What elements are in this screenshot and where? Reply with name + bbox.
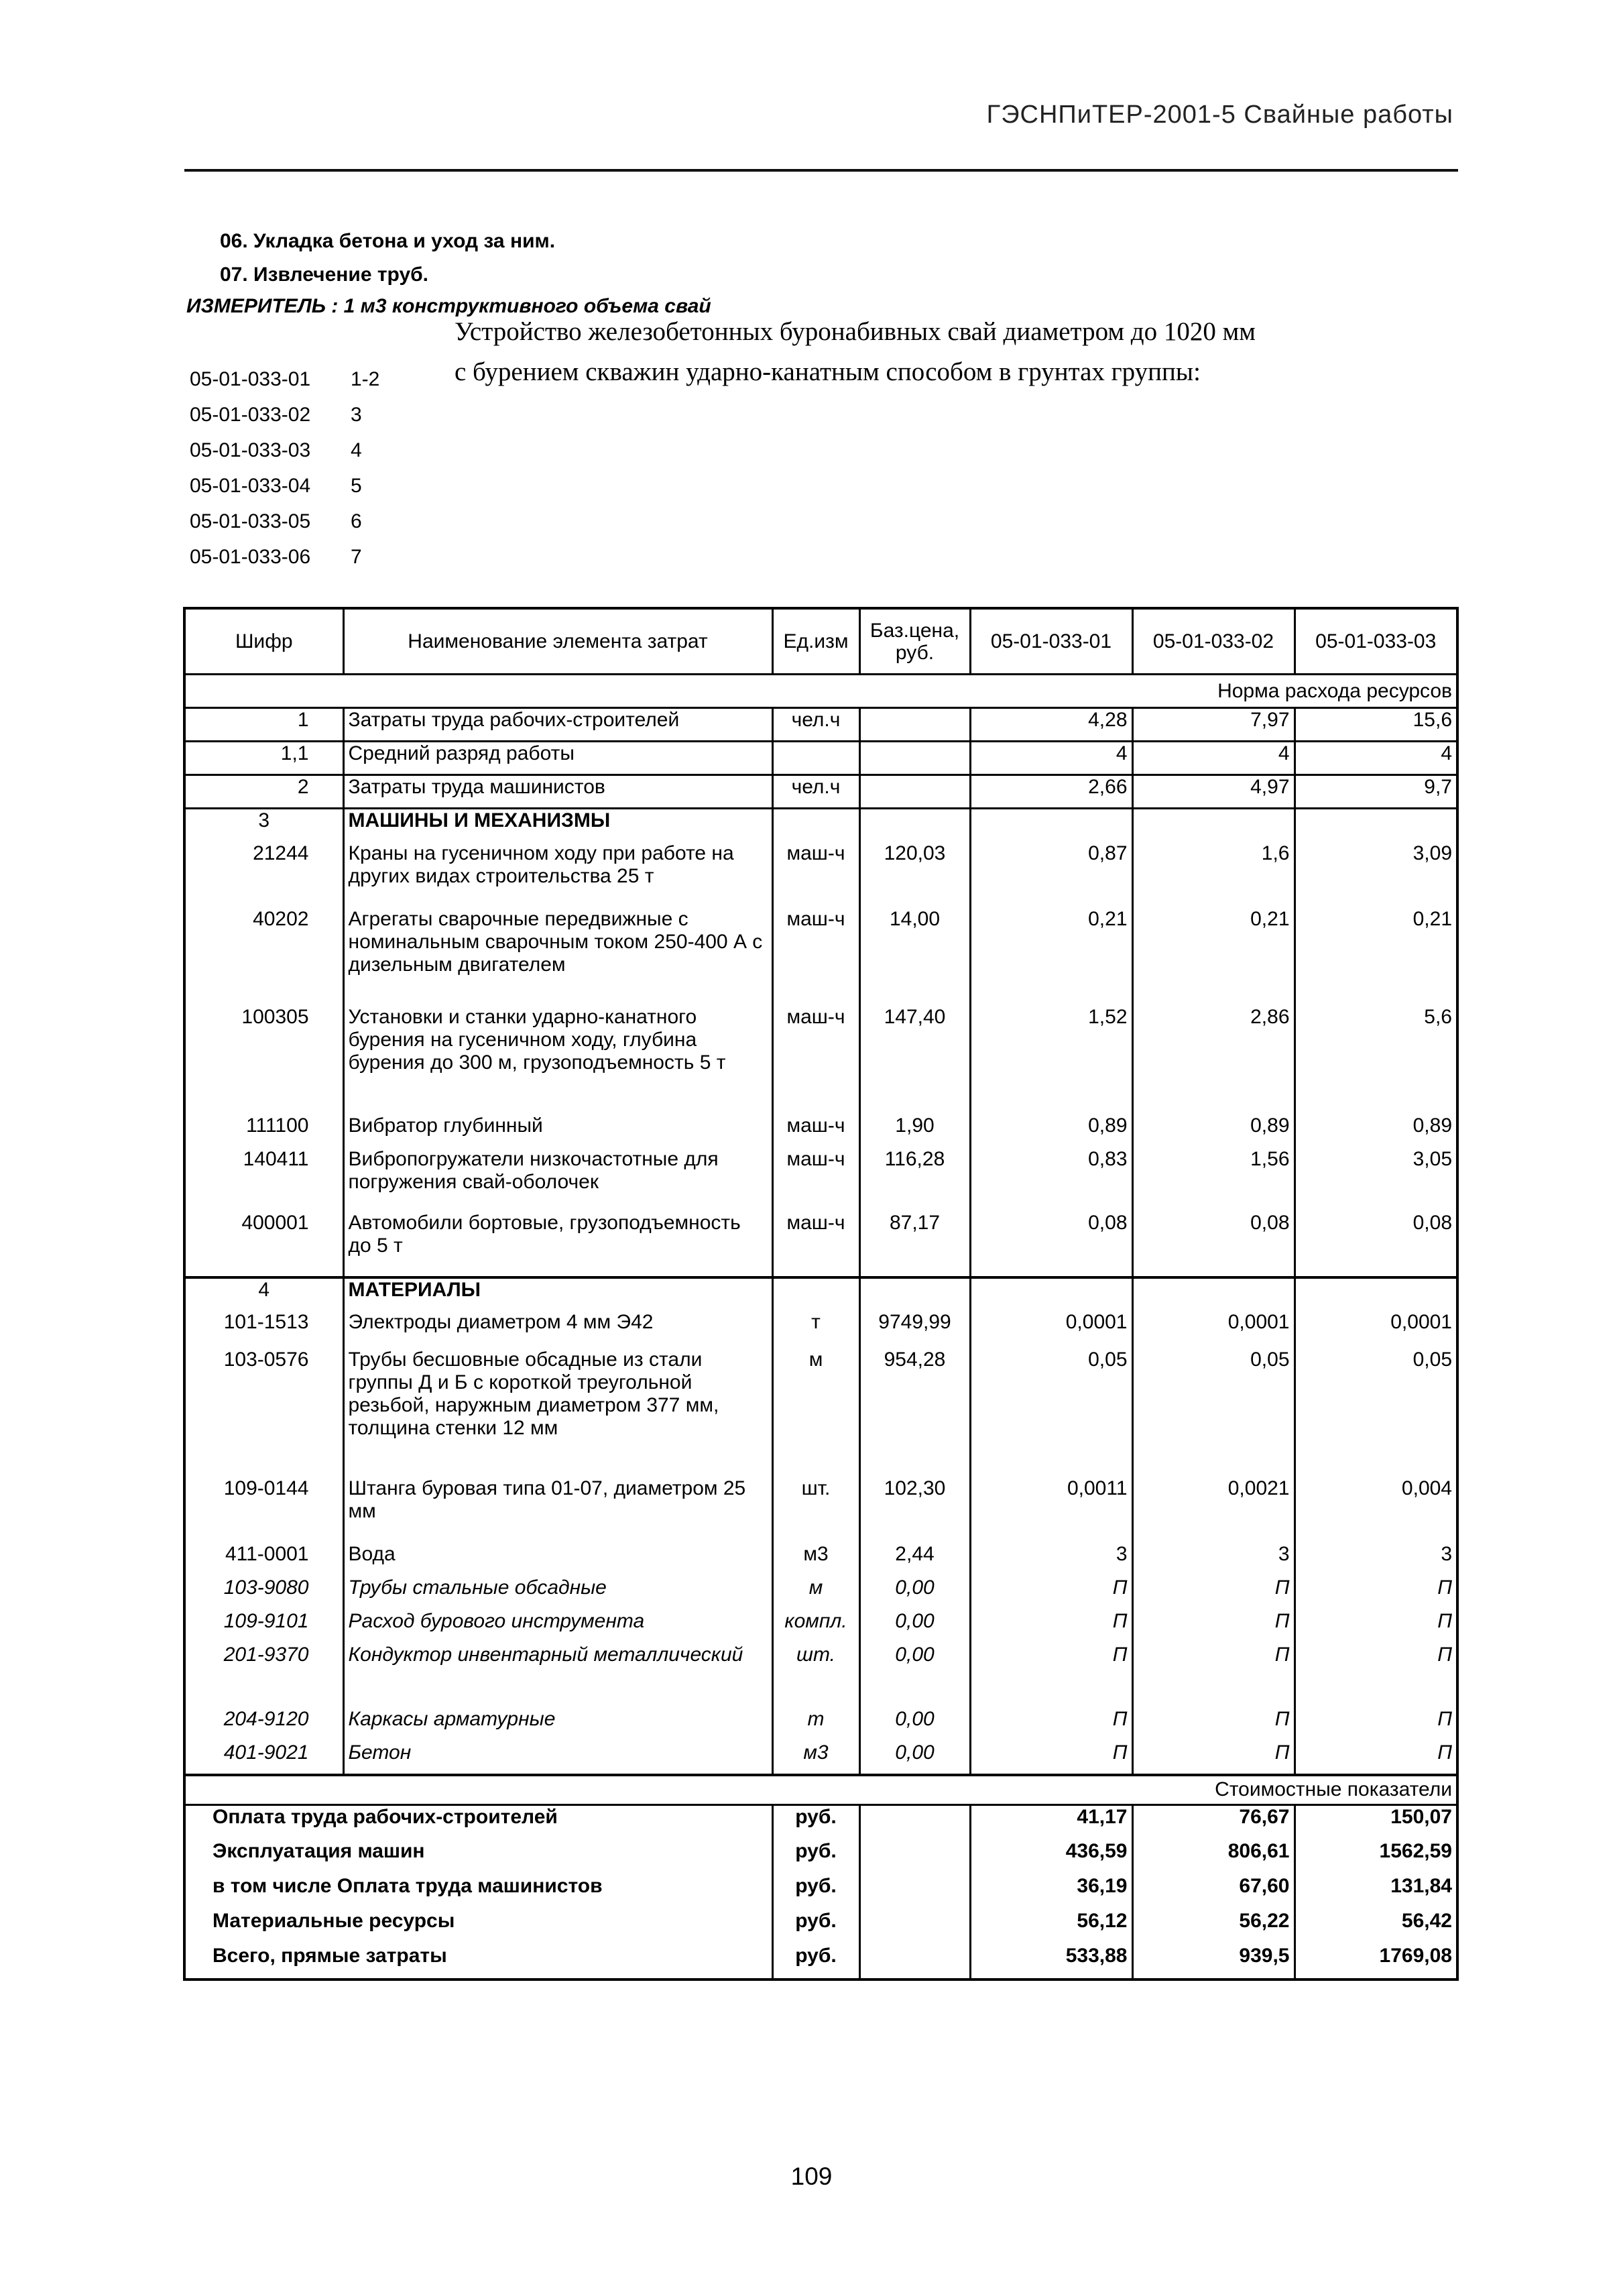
row-value-c3: П (1295, 1644, 1457, 1708)
row-code: 111100 (246, 1114, 309, 1137)
row-price (859, 775, 970, 809)
empty-cell (970, 1277, 1132, 1311)
row-code: 109-9101 (223, 1609, 309, 1632)
code-list-code: 05-01-033-01 (190, 368, 311, 390)
row-unit: маш-ч (772, 1148, 859, 1212)
row-value-c2: 3 (1132, 1543, 1295, 1576)
row-value-c3: 9,7 (1295, 775, 1457, 809)
row-name: Трубы стальные обсадные (343, 1576, 772, 1610)
cost-value-c3: 131,84 (1295, 1875, 1457, 1910)
row-code: 411-0001 (225, 1542, 309, 1565)
row-code: 101-1513 (223, 1310, 309, 1333)
row-value-c3: 0,89 (1295, 1114, 1457, 1148)
section-title: МАШИНЫ И МЕХАНИЗМЫ (343, 809, 772, 842)
row-name: Расход бурового инструмента (343, 1610, 772, 1644)
table-row (184, 1741, 1457, 1775)
row-name: Установки и станки ударно-канатного бурения на гусеничном ходу, глубина бурения до 300 м, грузоподъемность 5 т (343, 1006, 772, 1114)
row-unit: т (772, 1311, 859, 1348)
cost-row (184, 1945, 1457, 1979)
row-code: 400001 (241, 1211, 309, 1234)
row-name: Бетон (343, 1741, 772, 1775)
row-value-c2: 0,0001 (1132, 1311, 1295, 1348)
row-name: Вода (343, 1543, 772, 1576)
header-rule (184, 169, 1458, 172)
row-unit: маш-ч (772, 1212, 859, 1277)
row-code: 1,1 (184, 742, 343, 775)
document-header: ГЭСНПиТЕР-2001-5 Свайные работы (986, 101, 1453, 129)
row-value-c3: П (1295, 1741, 1457, 1775)
code-list-item (190, 475, 379, 511)
section-number: 4 (184, 1277, 343, 1311)
norm-label-row (184, 675, 1457, 708)
norm-label: Норма расхода ресурсов (184, 675, 1457, 708)
row-value-c3: 15,6 (1295, 708, 1457, 742)
row-unit: м3 (772, 1543, 859, 1576)
cost-label-row (184, 1775, 1457, 1805)
row-price: 9749,99 (859, 1311, 970, 1348)
row-value-c3: 5,6 (1295, 1006, 1457, 1114)
row-value-c1: П (970, 1741, 1132, 1775)
row-value-c2: П (1132, 1644, 1295, 1708)
row-value-c2: 0,89 (1132, 1114, 1295, 1148)
table-row (184, 1148, 1457, 1212)
table-row (184, 908, 1457, 1006)
row-value-c2: 7,97 (1132, 708, 1295, 742)
row-price: 120,03 (859, 842, 970, 908)
row-unit: маш-ч (772, 1006, 859, 1114)
code-list-item (190, 440, 379, 475)
row-value-c3: П (1295, 1576, 1457, 1610)
row-value-c3: 0,004 (1295, 1477, 1457, 1543)
row-value-c1: 0,0001 (970, 1311, 1132, 1348)
col-header-c2: 05-01-033-02 (1132, 608, 1295, 675)
cost-value-c1: 41,17 (970, 1805, 1132, 1840)
col-header-c3: 05-01-033-03 (1295, 608, 1457, 675)
meter-line: ИЗМЕРИТЕЛЬ : 1 м3 конструктивного объема свай (186, 295, 711, 317)
empty-cell (859, 1910, 970, 1945)
cost-value-c3: 56,42 (1295, 1910, 1457, 1945)
row-code: 40202 (253, 907, 309, 930)
table-row (184, 842, 1457, 908)
table-row (184, 775, 1457, 809)
cost-row-label: Материальные ресурсы (213, 1909, 455, 1932)
empty-cell (859, 1840, 970, 1875)
section-title: МАТЕРИАЛЫ (343, 1277, 772, 1311)
row-price: 102,30 (859, 1477, 970, 1543)
cost-row-label: Эксплуатация машин (213, 1839, 425, 1862)
row-value-c3: 3,09 (1295, 842, 1457, 908)
table-row (184, 1644, 1457, 1708)
row-code: 204-9120 (223, 1707, 309, 1730)
cost-row (184, 1840, 1457, 1875)
empty-cell (859, 1805, 970, 1840)
cost-row-unit: руб. (772, 1840, 859, 1875)
row-value-c2: 1,6 (1132, 842, 1295, 908)
code-list-code: 05-01-033-06 (190, 546, 311, 568)
row-value-c1: 0,05 (970, 1348, 1132, 1477)
empty-cell (1295, 809, 1457, 842)
col-header-price: Баз.цена, руб. (859, 608, 970, 675)
row-price: 0,00 (859, 1644, 970, 1708)
code-list (190, 369, 379, 582)
row-value-c1: 1,52 (970, 1006, 1132, 1114)
row-price: 147,40 (859, 1006, 970, 1114)
row-unit: маш-ч (772, 908, 859, 1006)
table-row (184, 1708, 1457, 1741)
table-row (184, 1114, 1457, 1148)
row-value-c2: П (1132, 1576, 1295, 1610)
cost-value-c3: 150,07 (1295, 1805, 1457, 1840)
row-unit: маш-ч (772, 1114, 859, 1148)
row-name: Вибропогружатели низкочастотные для погружения свай-оболочек (343, 1148, 772, 1212)
section-header-row (184, 1277, 1457, 1311)
cost-value-c1: 36,19 (970, 1875, 1132, 1910)
step-07: 07. Извлечение труб. (220, 264, 429, 286)
cost-row-unit: руб. (772, 1910, 859, 1945)
row-value-c1: П (970, 1644, 1132, 1708)
row-value-c2: 4,97 (1132, 775, 1295, 809)
row-value-c3: 4 (1295, 742, 1457, 775)
row-code: 100305 (241, 1005, 309, 1028)
row-unit: м3 (772, 1741, 859, 1775)
row-code: 401-9021 (223, 1741, 309, 1764)
row-value-c1: П (970, 1708, 1132, 1741)
row-value-c3: 0,0001 (1295, 1311, 1457, 1348)
empty-cell (859, 1945, 970, 1979)
row-code: 103-0576 (223, 1348, 309, 1371)
empty-cell (859, 1875, 970, 1910)
row-code: 103-9080 (223, 1576, 309, 1599)
code-list-group: 3 (351, 404, 362, 426)
cost-value-c2: 806,61 (1132, 1840, 1295, 1875)
table-row (184, 708, 1457, 742)
row-value-c2: П (1132, 1741, 1295, 1775)
col-header-c1: 05-01-033-01 (970, 608, 1132, 675)
code-list-group: 5 (351, 475, 362, 497)
row-name: Каркасы арматурные (343, 1708, 772, 1741)
row-unit: м (772, 1576, 859, 1610)
cost-value-c1: 533,88 (970, 1945, 1132, 1979)
row-code: 1 (184, 708, 343, 742)
code-list-group: 4 (351, 439, 362, 461)
cost-value-c1: 436,59 (970, 1840, 1132, 1875)
row-value-c2: 0,21 (1132, 908, 1295, 1006)
page-number: 109 (790, 2163, 833, 2190)
row-price: 1,90 (859, 1114, 970, 1148)
col-header-code: Шифр (184, 608, 343, 675)
cost-row-label: в том числе Оплата труда машинистов (213, 1874, 603, 1897)
cost-value-c2: 76,67 (1132, 1805, 1295, 1840)
cost-row-label: Всего, прямые затраты (213, 1944, 447, 1967)
row-value-c1: 4 (970, 742, 1132, 775)
row-value-c2: П (1132, 1610, 1295, 1644)
cost-value-c2: 939,5 (1132, 1945, 1295, 1979)
row-code: 109-0144 (223, 1477, 309, 1499)
cost-row-unit: руб. (772, 1945, 859, 1979)
row-value-c1: П (970, 1576, 1132, 1610)
row-price: 87,17 (859, 1212, 970, 1277)
table-row (184, 1576, 1457, 1610)
code-list-item (190, 511, 379, 547)
row-code: 140411 (243, 1147, 309, 1170)
code-list-group: 1-2 (351, 368, 380, 390)
code-list-item (190, 547, 379, 582)
row-value-c1: 0,08 (970, 1212, 1132, 1277)
code-list-group: 7 (351, 546, 362, 568)
row-value-c3: 0,05 (1295, 1348, 1457, 1477)
row-price: 14,00 (859, 908, 970, 1006)
row-unit: чел.ч (772, 708, 859, 742)
table-row (184, 1212, 1457, 1277)
empty-cell (859, 1277, 970, 1311)
section-header-row (184, 809, 1457, 842)
row-price: 0,00 (859, 1576, 970, 1610)
row-value-c3: П (1295, 1610, 1457, 1644)
table-row (184, 1477, 1457, 1543)
row-price (859, 708, 970, 742)
row-unit: т (772, 1708, 859, 1741)
row-unit: шт. (772, 1477, 859, 1543)
row-price: 954,28 (859, 1348, 970, 1477)
code-list-group: 6 (351, 510, 362, 532)
row-name: Электроды диаметром 4 мм Э42 (343, 1311, 772, 1348)
cost-value-c3: 1562,59 (1295, 1840, 1457, 1875)
row-value-c1: 0,0011 (970, 1477, 1132, 1543)
row-value-c2: 0,08 (1132, 1212, 1295, 1277)
row-name: Затраты труда машинистов (343, 775, 772, 809)
row-name: Средний разряд работы (343, 742, 772, 775)
row-value-c1: 3 (970, 1543, 1132, 1576)
row-price: 0,00 (859, 1708, 970, 1741)
row-code: 21244 (253, 842, 309, 864)
description (455, 312, 1500, 392)
row-value-c1: 2,66 (970, 775, 1132, 809)
row-value-c3: П (1295, 1708, 1457, 1741)
row-value-c1: П (970, 1610, 1132, 1644)
row-value-c3: 0,21 (1295, 908, 1457, 1006)
cost-value-c2: 67,60 (1132, 1875, 1295, 1910)
table-row (184, 1311, 1457, 1348)
cost-label: Стоимостные показатели (184, 1775, 1457, 1805)
table-row (184, 1006, 1457, 1114)
code-list-code: 05-01-033-05 (190, 510, 311, 532)
table-row (184, 742, 1457, 775)
row-price: 2,44 (859, 1543, 970, 1576)
cost-value-c1: 56,12 (970, 1910, 1132, 1945)
row-value-c2: 4 (1132, 742, 1295, 775)
row-value-c2: 2,86 (1132, 1006, 1295, 1114)
cost-row-unit: руб. (772, 1805, 859, 1840)
row-value-c3: 3,05 (1295, 1148, 1457, 1212)
row-name: Вибратор глубинный (343, 1114, 772, 1148)
row-value-c2: П (1132, 1708, 1295, 1741)
code-list-code: 05-01-033-03 (190, 439, 311, 461)
row-value-c1: 0,87 (970, 842, 1132, 908)
section-number: 3 (184, 809, 343, 842)
table-row (184, 1543, 1457, 1576)
cost-value-c3: 1769,08 (1295, 1945, 1457, 1979)
row-value-c1: 0,89 (970, 1114, 1132, 1148)
row-code: 2 (184, 775, 343, 809)
cost-row-unit: руб. (772, 1875, 859, 1910)
code-list-code: 05-01-033-04 (190, 475, 311, 497)
row-price: 0,00 (859, 1610, 970, 1644)
row-price: 116,28 (859, 1148, 970, 1212)
table-row (184, 1610, 1457, 1644)
row-unit: компл. (772, 1610, 859, 1644)
row-name: Краны на гусеничном ходу при работе на других видах строительства 25 т (343, 842, 772, 908)
code-list-item (190, 369, 379, 404)
row-name: Кондуктор инвентарный металлический (343, 1644, 772, 1708)
row-code: 201-9370 (223, 1643, 309, 1666)
cost-row (184, 1875, 1457, 1910)
empty-cell (970, 809, 1132, 842)
code-list-item (190, 404, 379, 440)
col-header-unit: Ед.изм (772, 608, 859, 675)
row-value-c3: 0,08 (1295, 1212, 1457, 1277)
row-value-c3: 3 (1295, 1543, 1457, 1576)
empty-cell (1295, 1277, 1457, 1311)
col-header-name: Наименование элемента затрат (343, 608, 772, 675)
cost-row (184, 1910, 1457, 1945)
cost-row-label: Оплата труда рабочих-строителей (184, 1805, 772, 1840)
table-header-row (184, 608, 1457, 675)
step-06: 06. Укладка бетона и уход за ним. (220, 230, 556, 252)
description-line-2: с бурением скважин ударно-канатным способом в грунтах группы: (455, 357, 1201, 386)
row-name: Агрегаты сварочные передвижные с номинальным сварочным током 250-400 А с дизельным двигателем (343, 908, 772, 1006)
row-unit: чел.ч (772, 775, 859, 809)
row-unit (772, 742, 859, 775)
row-name: Трубы бесшовные обсадные из стали группы Д и Б с короткой треугольной резьбой, наружным диаметром 377 мм, толщина стенки 12 мм (343, 1348, 772, 1477)
description-line-1: Устройство железобетонных буронабивных свай диаметром до 1020 мм (455, 317, 1256, 346)
row-name: Штанга буровая типа 01-07, диаметром 25 мм (343, 1477, 772, 1543)
row-name: Автомобили бортовые, грузоподъемность до 5 т (343, 1212, 772, 1277)
cost-row (184, 1805, 1457, 1840)
row-value-c2: 1,56 (1132, 1148, 1295, 1212)
row-name: Затраты труда рабочих-строителей (343, 708, 772, 742)
row-value-c2: 0,0021 (1132, 1477, 1295, 1543)
row-value-c1: 0,21 (970, 908, 1132, 1006)
row-unit: м (772, 1348, 859, 1477)
row-price (859, 742, 970, 775)
table-row (184, 1348, 1457, 1477)
row-value-c1: 0,83 (970, 1148, 1132, 1212)
row-value-c2: 0,05 (1132, 1348, 1295, 1477)
empty-cell (1132, 809, 1295, 842)
row-value-c1: 4,28 (970, 708, 1132, 742)
cost-value-c2: 56,22 (1132, 1910, 1295, 1945)
empty-cell (772, 809, 859, 842)
row-price: 0,00 (859, 1741, 970, 1775)
empty-cell (1132, 1277, 1295, 1311)
empty-cell (859, 809, 970, 842)
empty-cell (772, 1277, 859, 1311)
code-list-code: 05-01-033-02 (190, 404, 311, 426)
row-unit: шт. (772, 1644, 859, 1708)
resource-norms-table (183, 607, 1459, 1981)
row-unit: маш-ч (772, 842, 859, 908)
